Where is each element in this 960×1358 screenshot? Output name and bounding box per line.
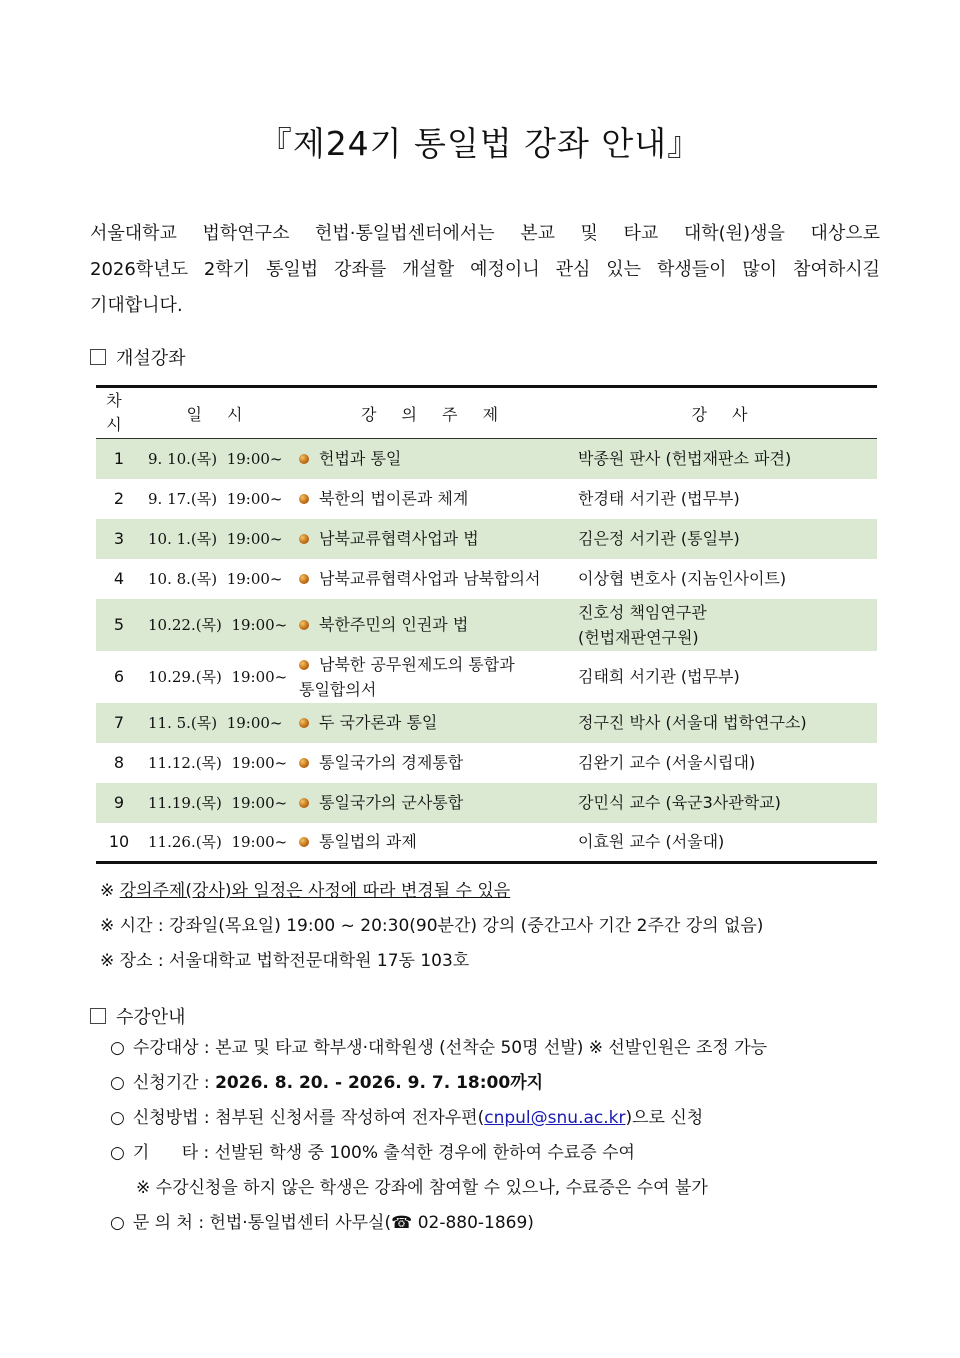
note-time <box>100 909 763 944</box>
row-topic <box>297 599 572 651</box>
row-lecturer-text: 정구진 박사 (서울대 법학연구소) <box>578 713 807 732</box>
bullet-dot-icon <box>299 798 309 808</box>
row-time: 19:00~ <box>231 833 288 852</box>
guide-period <box>110 1066 767 1101</box>
row-topic-text: 남북한 공무원제도의 통합과 <box>319 654 515 674</box>
row-datetime <box>142 743 297 783</box>
row-number-text: 7 <box>113 713 125 732</box>
row-number-text: 10 <box>108 832 130 852</box>
row-topic <box>297 519 572 559</box>
row-lecturer <box>572 519 877 559</box>
note-mark: ※ <box>100 881 115 901</box>
row-lecturer <box>572 743 877 783</box>
bullet-dot-icon <box>299 718 309 728</box>
bullet-dot-icon <box>299 660 309 670</box>
checkbox-square-icon <box>90 349 106 365</box>
table-row <box>96 743 877 783</box>
row-lecturer-text: 김은정 서기관 (통일부) <box>578 529 740 548</box>
row-lecturer-text: 강민식 교수 (육군3사관학교) <box>578 793 781 812</box>
row-date: 10. 8.(목) <box>148 570 218 588</box>
row-topic <box>297 823 572 863</box>
row-number <box>96 439 142 479</box>
row-number-text: 6 <box>113 667 125 686</box>
row-number-text: 3 <box>113 529 125 548</box>
row-number-text: 2 <box>113 489 125 508</box>
guide-etc <box>110 1136 767 1171</box>
section-title: 개설강좌 <box>116 348 186 369</box>
row-date: 10.29.(목) <box>148 668 222 686</box>
row-topic-text: 통일법의 과제 <box>319 832 417 852</box>
page-title: 『제24기 통일법 강좌 안내』 <box>258 124 702 163</box>
intro-line-1: 서울대학교 법학연구소 헌법·통일법센터에서는 본교 및 타교 대학(원)생을 대상으로 <box>90 223 880 244</box>
row-number <box>96 743 142 783</box>
email-link[interactable]: cnpul@snu.ac.kr <box>484 1108 626 1128</box>
row-lecturer <box>572 479 877 519</box>
row-time: 19:00~ <box>226 490 283 508</box>
bullet-dot-icon <box>299 494 309 504</box>
note-time-text: 시간 : 강좌일(목요일) 19:00 ~ 20:30(90분간) 강의 (중간고사 기간 2주간 강의 없음) <box>119 916 764 936</box>
note-place <box>100 944 763 979</box>
row-topic <box>297 559 572 599</box>
table-row <box>96 599 877 651</box>
row-topic-text: 통일국가의 경제통합 <box>319 753 464 772</box>
row-date: 11.19.(목) <box>148 794 222 812</box>
row-lecturer-text: 이상협 변호사 (지놈인사이트) <box>578 569 787 588</box>
bullet-dot-icon <box>299 620 309 630</box>
table-row <box>96 519 877 559</box>
row-time: 19:00~ <box>231 794 288 812</box>
note-change-text: 강의주제(강사)와 일정은 사정에 따라 변경될 수 있음 <box>119 881 511 901</box>
row-topic-text: 북한의 법이론과 체계 <box>319 489 469 508</box>
row-number <box>96 783 142 823</box>
row-number-text: 5 <box>113 615 125 634</box>
table-row <box>96 651 877 703</box>
header-topic: 강 의 주 제 <box>297 387 572 439</box>
guide-contact <box>110 1206 767 1241</box>
registration-guide <box>110 1031 767 1241</box>
row-lecturer <box>572 703 877 743</box>
header-date: 일 시 <box>142 387 297 439</box>
row-topic <box>297 479 572 519</box>
row-time: 19:00~ <box>226 450 283 469</box>
guide-target <box>110 1031 767 1066</box>
row-datetime <box>142 559 297 599</box>
guide-period-label: 신청기간 : <box>132 1073 216 1093</box>
row-topic <box>297 743 572 783</box>
row-topic-text: 통일국가의 군사통합 <box>319 793 464 812</box>
row-topic-text-2: 통일합의서 <box>299 679 377 699</box>
row-number-text: 9 <box>113 793 125 812</box>
intro-line-3: 기대합니다. <box>90 295 183 316</box>
row-number <box>96 703 142 743</box>
note-change <box>100 874 763 909</box>
row-lecturer <box>572 783 877 823</box>
note-mark: ※ <box>100 951 115 971</box>
row-time: 19:00~ <box>226 530 283 548</box>
row-lecturer-text: 김완기 교수 (서울시립대) <box>578 753 756 772</box>
row-time: 19:00~ <box>231 668 288 686</box>
row-date: 11.12.(목) <box>148 754 222 772</box>
notes-block <box>100 874 763 979</box>
header-no-line2: 시 <box>106 415 132 434</box>
row-topic-text: 남북교류협력사업과 법 <box>319 529 479 548</box>
row-topic-text: 남북교류협력사업과 남북합의서 <box>319 569 541 588</box>
row-time: 19:00~ <box>226 714 283 732</box>
row-number <box>96 519 142 559</box>
guide-etc-text: 기 타 : 선발된 학생 중 100% 출석한 경우에 한하여 수료증 수여 <box>132 1143 635 1163</box>
row-lecturer <box>572 651 877 703</box>
row-datetime <box>142 479 297 519</box>
row-lecturer-text: 김태희 서기관 (법무부) <box>578 667 740 686</box>
table-header-row <box>96 387 877 439</box>
table-row <box>96 703 877 743</box>
bullet-dot-icon <box>299 454 309 464</box>
row-lecturer-text: 이효원 교수 (서울대) <box>578 832 725 852</box>
row-topic-text: 북한주민의 인권과 법 <box>319 615 469 634</box>
row-lecturer-text: 진호성 책임연구관 <box>578 602 707 622</box>
row-number-text: 1 <box>113 449 125 469</box>
schedule-table-body <box>96 439 877 863</box>
row-lecturer-text-2: (헌법재판연구원) <box>578 627 699 647</box>
table-row <box>96 479 877 519</box>
row-topic-text: 헌법과 통일 <box>319 449 402 469</box>
table-row <box>96 559 877 599</box>
bullet-dot-icon <box>299 534 309 544</box>
guide-period-value: 2026. 8. 20. - 2026. 9. 7. 18:00까지 <box>215 1073 544 1093</box>
table-row <box>96 439 877 479</box>
table-row <box>96 823 877 863</box>
bullet-circle-icon: ○ <box>110 1038 125 1058</box>
note-mark: ※ <box>100 916 115 936</box>
schedule-table <box>96 385 877 864</box>
row-topic <box>297 651 572 703</box>
row-lecturer <box>572 599 877 651</box>
guide-method-pre: 신청방법 : 첨부된 신청서를 작성하여 전자우편( <box>132 1108 485 1128</box>
header-no <box>96 387 142 439</box>
guide-contact-text: 문 의 처 : 헌법·통일법센터 사무실(☎ 02-880-1869) <box>132 1213 534 1233</box>
row-number <box>96 479 142 519</box>
guide-method <box>110 1101 767 1136</box>
row-lecturer <box>572 823 877 863</box>
guide-etc-note: ※ 수강신청을 하지 않은 학생은 강좌에 참여할 수 있으나, 수료증은 수여 불가 <box>136 1178 708 1198</box>
row-date: 10. 1.(목) <box>148 530 218 548</box>
bullet-dot-icon <box>299 574 309 584</box>
row-date: 11.26.(목) <box>148 833 222 852</box>
guide-method-post: )으로 신청 <box>625 1108 704 1128</box>
row-number <box>96 599 142 651</box>
row-datetime <box>142 703 297 743</box>
row-lecturer <box>572 559 877 599</box>
row-topic-text: 두 국가론과 통일 <box>319 713 438 732</box>
row-time: 19:00~ <box>231 754 288 772</box>
row-datetime <box>142 599 297 651</box>
row-topic <box>297 703 572 743</box>
bullet-circle-icon: ○ <box>110 1143 125 1163</box>
row-lecturer-text: 박종원 판사 (헌법재판소 파견) <box>578 449 792 469</box>
header-no-line1: 차 <box>106 391 132 410</box>
bullet-dot-icon <box>299 837 309 847</box>
section-title: 수강안내 <box>116 1007 186 1028</box>
row-number <box>96 651 142 703</box>
section-heading-registration <box>90 1003 186 1029</box>
row-date: 10.22.(목) <box>148 616 222 634</box>
row-topic <box>297 783 572 823</box>
guide-target-text: 수강대상 : 본교 및 타교 학부생·대학원생 (선착순 50명 선발) ※ 선발인원은 조정 가능 <box>132 1038 768 1058</box>
checkbox-square-icon <box>90 1008 106 1024</box>
row-number-text: 4 <box>113 569 125 588</box>
row-topic <box>297 439 572 479</box>
row-datetime <box>142 783 297 823</box>
header-lecturer: 강 사 <box>572 387 877 439</box>
row-datetime <box>142 519 297 559</box>
row-date: 9. 17.(목) <box>148 490 218 508</box>
row-datetime <box>142 651 297 703</box>
bullet-dot-icon <box>299 758 309 768</box>
row-time: 19:00~ <box>226 570 283 588</box>
row-lecturer-text: 한경태 서기관 (법무부) <box>578 489 740 508</box>
bullet-circle-icon: ○ <box>110 1073 125 1093</box>
row-lecturer <box>572 439 877 479</box>
section-heading-courses <box>90 344 186 370</box>
bullet-circle-icon: ○ <box>110 1213 125 1233</box>
note-place-text: 장소 : 서울대학교 법학전문대학원 17동 103호 <box>119 951 470 971</box>
row-time: 19:00~ <box>231 616 288 634</box>
row-datetime <box>142 823 297 863</box>
bullet-circle-icon: ○ <box>110 1108 125 1128</box>
row-number-text: 8 <box>113 753 125 772</box>
row-date: 11. 5.(목) <box>148 714 218 732</box>
intro-line-2: 2026학년도 2학기 통일법 강좌를 개설할 예정이니 관심 있는 학생들이 많이 참여하시길 <box>90 259 880 280</box>
row-number <box>96 559 142 599</box>
row-date: 9. 10.(목) <box>148 450 218 469</box>
table-row <box>96 783 877 823</box>
row-number <box>96 823 142 863</box>
row-datetime <box>142 439 297 479</box>
